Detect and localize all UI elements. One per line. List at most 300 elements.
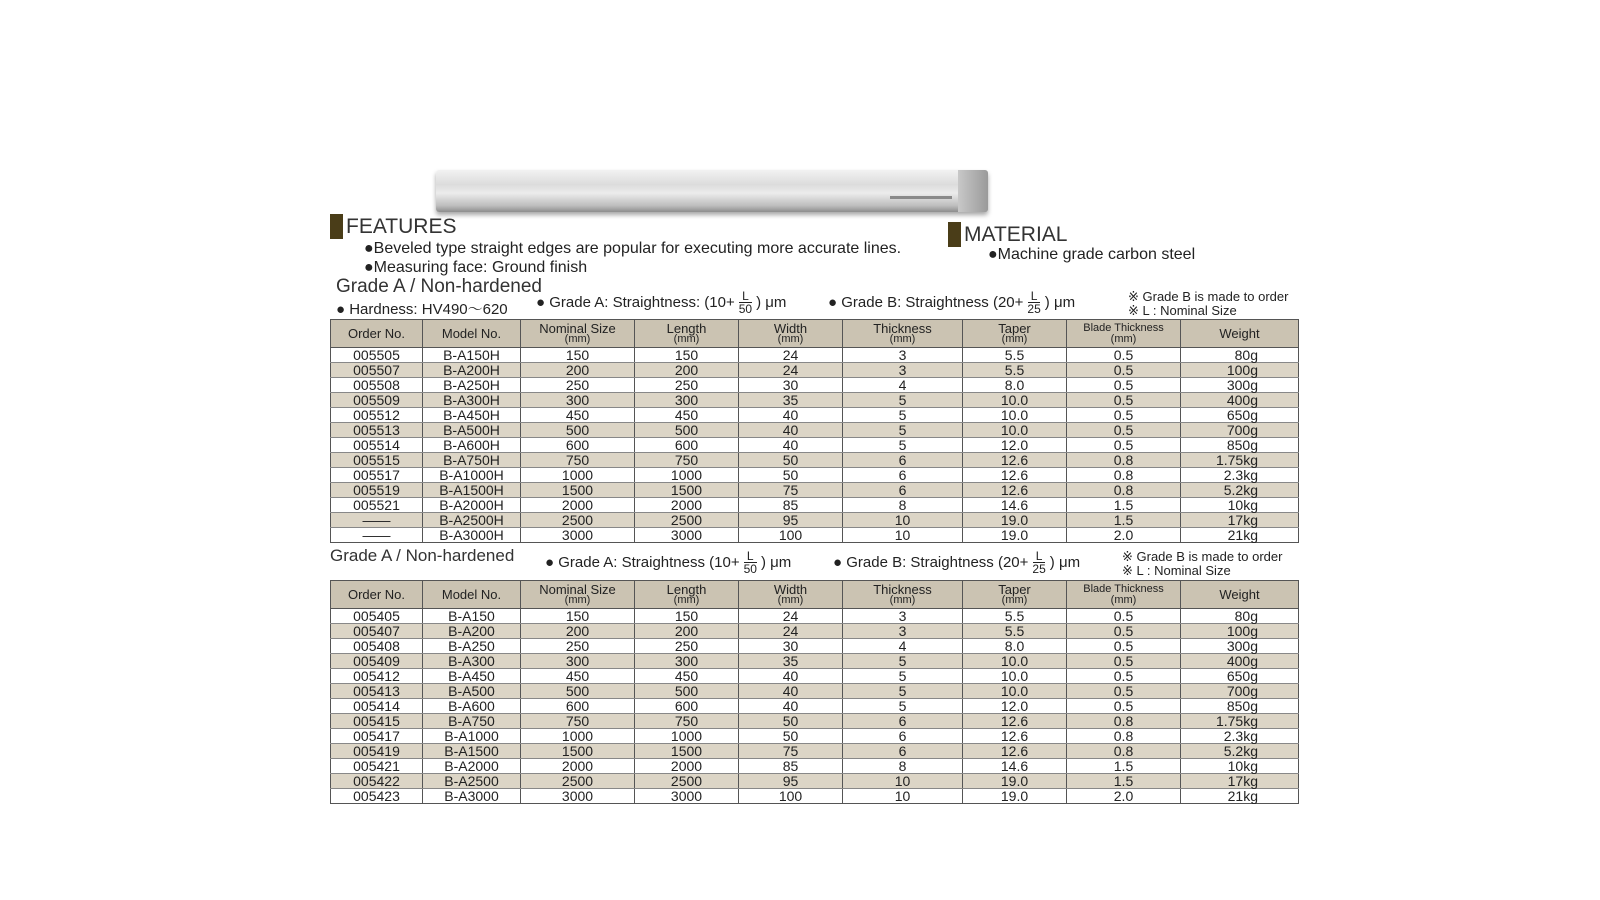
cell-width: 95 [739,513,843,528]
col-model-no: Model No. [423,581,521,609]
cell-model-no: B-A200H [423,363,521,378]
cell-taper: 19.0 [963,513,1067,528]
cell-order-no: 005409 [331,654,423,669]
cell-order-no: 005508 [331,378,423,393]
cell-taper: 12.0 [963,699,1067,714]
cell-model-no: B-A750 [423,714,521,729]
cell-model-no: B-A150H [423,348,521,363]
table-row [331,639,1299,654]
cell-length: 2000 [635,759,739,774]
engraved-mark [890,196,952,199]
cell-nominal-size: 750 [521,453,635,468]
cell-weight: 650g [1181,669,1299,684]
table-row [331,408,1299,423]
feature-item-beveled: ●Beveled type straight edges are popular for executing more accurate lines. [364,240,902,257]
col-length: Length (mm) [635,581,739,609]
cell-width: 35 [739,393,843,408]
cell-order-no: —— [331,528,423,543]
cell-length: 750 [635,714,739,729]
col-weight: Weight [1181,320,1299,348]
cell-model-no: B-A1000 [423,729,521,744]
table-header-row [331,581,1299,609]
cell-order-no: 005412 [331,669,423,684]
cell-model-no: B-A3000H [423,528,521,543]
cell-thickness: 6 [843,468,963,483]
cell-weight: 300g [1181,378,1299,393]
section2-grade-a-spec: ● Grade A: Straightness (10+ $\frac{L}{50}$ ) μm [545,549,792,576]
table-row [331,423,1299,438]
cell-order-no: 005408 [331,639,423,654]
cell-blade-thickness: 0.5 [1067,624,1181,639]
features-heading [330,214,456,239]
section1-title: Grade A / Non-hardened [336,276,542,297]
cell-taper: 14.6 [963,498,1067,513]
cell-blade-thickness: 0.8 [1067,468,1181,483]
table-row [331,624,1299,639]
table-row [331,774,1299,789]
table-row [331,759,1299,774]
cell-model-no: B-A2500H [423,513,521,528]
cell-weight: 5.2kg [1181,483,1299,498]
section2-title: Grade A / Non-hardened [330,546,515,565]
table-row [331,789,1299,804]
col-blade-thickness: Blade Thickness (mm) [1067,320,1181,348]
cell-taper: 14.6 [963,759,1067,774]
cell-weight: 10kg [1181,759,1299,774]
cell-width: 40 [739,669,843,684]
cell-blade-thickness: 0.5 [1067,639,1181,654]
cell-order-no: 005514 [331,438,423,453]
cell-taper: 12.6 [963,468,1067,483]
section1-grade-b-spec: ● Grade B: Straightness (20+ $\frac{L}{25}$ ) μm [828,289,1076,316]
table-row [331,468,1299,483]
cell-width: 50 [739,453,843,468]
cell-weight: 1.75kg [1181,714,1299,729]
cell-thickness: 4 [843,639,963,654]
cell-blade-thickness: 0.8 [1067,483,1181,498]
cell-taper: 8.0 [963,639,1067,654]
cell-taper: 12.6 [963,483,1067,498]
cell-length: 450 [635,408,739,423]
cell-order-no: 005419 [331,744,423,759]
cell-order-no: 005421 [331,759,423,774]
table-row [331,729,1299,744]
cell-order-no: 005507 [331,363,423,378]
table-row [331,654,1299,669]
cell-nominal-size: 3000 [521,528,635,543]
cell-blade-thickness: 1.5 [1067,513,1181,528]
cell-blade-thickness: 0.5 [1067,609,1181,624]
cell-blade-thickness: 0.5 [1067,408,1181,423]
cell-nominal-size: 150 [521,609,635,624]
material-heading [948,222,1067,247]
cell-width: 85 [739,759,843,774]
fraction: $\frac{L}{50}$ [743,549,757,576]
cell-taper: 10.0 [963,669,1067,684]
cell-thickness: 5 [843,684,963,699]
bevel-edge [958,170,988,212]
cell-blade-thickness: 0.5 [1067,654,1181,669]
cell-order-no: 005414 [331,699,423,714]
cell-model-no: B-A450H [423,408,521,423]
cell-nominal-size: 150 [521,348,635,363]
cell-blade-thickness: 2.0 [1067,528,1181,543]
table-row [331,684,1299,699]
cell-width: 100 [739,789,843,804]
cell-order-no: 005517 [331,468,423,483]
table-header-row [331,320,1299,348]
cell-width: 40 [739,408,843,423]
cell-model-no: B-A1500H [423,483,521,498]
cell-nominal-size: 600 [521,699,635,714]
col-model-no: Model No. [423,320,521,348]
table-row [331,483,1299,498]
col-weight: Weight [1181,581,1299,609]
cell-nominal-size: 1500 [521,483,635,498]
cell-nominal-size: 200 [521,624,635,639]
cell-blade-thickness: 1.5 [1067,498,1181,513]
table-row [331,513,1299,528]
cell-order-no: 005505 [331,348,423,363]
cell-width: 24 [739,348,843,363]
table-row [331,528,1299,543]
cell-length: 1500 [635,744,739,759]
cell-length: 600 [635,438,739,453]
cell-blade-thickness: 0.5 [1067,699,1181,714]
material-item: ●Machine grade carbon steel [988,246,1196,263]
fraction: $\frac{L}{50}$ [738,289,753,316]
cell-weight: 80g [1181,609,1299,624]
cell-weight: 300g [1181,639,1299,654]
cell-weight: 100g [1181,624,1299,639]
cell-taper: 8.0 [963,378,1067,393]
cell-width: 75 [739,483,843,498]
cell-width: 75 [739,744,843,759]
cell-blade-thickness: 0.5 [1067,684,1181,699]
col-thickness: Thickness (mm) [843,320,963,348]
cell-length: 2500 [635,513,739,528]
cell-blade-thickness: 0.5 [1067,363,1181,378]
col-order-no: Order No. [331,581,423,609]
cell-width: 24 [739,609,843,624]
cell-blade-thickness: 0.5 [1067,378,1181,393]
cell-length: 250 [635,639,739,654]
table-row [331,669,1299,684]
section2-note-grade-b: ※ Grade B is made to order [1122,549,1283,564]
feature-item-finish: ●Measuring face: Ground finish [364,259,588,276]
cell-nominal-size: 750 [521,714,635,729]
cell-model-no: B-A750H [423,453,521,468]
material-heading-text: MATERIAL [964,222,1068,246]
cell-taper: 10.0 [963,393,1067,408]
section2-grade-b-spec: ● Grade B: Straightness (20+ $\frac{L}{25}$ ) μm [833,549,1081,576]
cell-nominal-size: 2000 [521,759,635,774]
cell-weight: 17kg [1181,513,1299,528]
col-nominal-size: Nominal Size (mm) [521,581,635,609]
heading-marker-icon [330,214,343,239]
cell-length: 600 [635,699,739,714]
cell-width: 50 [739,729,843,744]
cell-model-no: B-A150 [423,609,521,624]
cell-thickness: 3 [843,624,963,639]
cell-taper: 19.0 [963,774,1067,789]
cell-width: 85 [739,498,843,513]
cell-taper: 5.5 [963,609,1067,624]
cell-taper: 12.6 [963,453,1067,468]
cell-weight: 21kg [1181,789,1299,804]
table-row [331,714,1299,729]
cell-thickness: 5 [843,423,963,438]
cell-length: 2000 [635,498,739,513]
cell-length: 250 [635,378,739,393]
cell-blade-thickness: 0.5 [1067,423,1181,438]
cell-nominal-size: 1000 [521,729,635,744]
cell-taper: 12.6 [963,729,1067,744]
cell-order-no: 005422 [331,774,423,789]
cell-nominal-size: 2500 [521,774,635,789]
cell-model-no: B-A600H [423,438,521,453]
cell-nominal-size: 250 [521,378,635,393]
table-row [331,744,1299,759]
fraction: $\frac{L}{25}$ [1027,289,1041,316]
cell-thickness: 3 [843,363,963,378]
cell-model-no: B-A600 [423,699,521,714]
cell-thickness: 5 [843,438,963,453]
cell-model-no: B-A300 [423,654,521,669]
col-length: Length (mm) [635,320,739,348]
section2-note-l: ※ L : Nominal Size [1122,563,1231,578]
cell-model-no: B-A250 [423,639,521,654]
cell-nominal-size: 2500 [521,513,635,528]
col-taper: Taper (mm) [963,581,1067,609]
cell-weight: 400g [1181,654,1299,669]
cell-model-no: B-A500 [423,684,521,699]
col-thickness: Thickness (mm) [843,581,963,609]
cell-length: 200 [635,363,739,378]
cell-taper: 5.5 [963,363,1067,378]
cell-blade-thickness: 0.8 [1067,729,1181,744]
cell-weight: 700g [1181,684,1299,699]
cell-weight: 2.3kg [1181,468,1299,483]
cell-nominal-size: 300 [521,393,635,408]
cell-width: 40 [739,423,843,438]
cell-order-no: 005423 [331,789,423,804]
cell-length: 3000 [635,528,739,543]
cell-weight: 850g [1181,699,1299,714]
cell-width: 40 [739,438,843,453]
cell-taper: 10.0 [963,654,1067,669]
cell-order-no: 005519 [331,483,423,498]
cell-blade-thickness: 2.0 [1067,789,1181,804]
cell-blade-thickness: 0.5 [1067,669,1181,684]
cell-taper: 19.0 [963,528,1067,543]
col-nominal-size: Nominal Size (mm) [521,320,635,348]
cell-width: 40 [739,684,843,699]
cell-length: 300 [635,393,739,408]
table-row [331,393,1299,408]
cell-thickness: 10 [843,528,963,543]
cell-nominal-size: 500 [521,684,635,699]
cell-nominal-size: 450 [521,408,635,423]
cell-blade-thickness: 0.5 [1067,393,1181,408]
table-row [331,378,1299,393]
cell-taper: 10.0 [963,423,1067,438]
cell-order-no: 005509 [331,393,423,408]
cell-nominal-size: 2000 [521,498,635,513]
cell-weight: 5.2kg [1181,744,1299,759]
cell-width: 24 [739,624,843,639]
cell-thickness: 5 [843,393,963,408]
cell-taper: 12.0 [963,438,1067,453]
spec-table-non-hardened [330,580,1299,804]
cell-nominal-size: 1000 [521,468,635,483]
cell-model-no: B-A3000 [423,789,521,804]
cell-nominal-size: 450 [521,669,635,684]
cell-thickness: 6 [843,453,963,468]
cell-order-no: 005521 [331,498,423,513]
cell-taper: 12.6 [963,714,1067,729]
cell-weight: 10kg [1181,498,1299,513]
cell-thickness: 5 [843,699,963,714]
cell-width: 30 [739,639,843,654]
spec-table-hardened [330,319,1299,543]
cell-thickness: 10 [843,789,963,804]
table-body [331,348,1299,543]
heading-marker-icon [948,222,961,247]
cell-width: 95 [739,774,843,789]
cell-length: 150 [635,348,739,363]
cell-order-no: 005413 [331,684,423,699]
section1-note-grade-b: ※ Grade B is made to order [1128,289,1289,304]
cell-order-no: 005513 [331,423,423,438]
table-row [331,453,1299,468]
cell-length: 3000 [635,789,739,804]
cell-thickness: 6 [843,729,963,744]
cell-weight: 21kg [1181,528,1299,543]
cell-thickness: 4 [843,378,963,393]
cell-thickness: 10 [843,774,963,789]
cell-blade-thickness: 1.5 [1067,774,1181,789]
cell-nominal-size: 500 [521,423,635,438]
cell-length: 450 [635,669,739,684]
fraction: $\frac{L}{25}$ [1032,549,1046,576]
cell-nominal-size: 200 [521,363,635,378]
cell-taper: 10.0 [963,684,1067,699]
cell-length: 500 [635,684,739,699]
cell-blade-thickness: 1.5 [1067,759,1181,774]
cell-thickness: 3 [843,348,963,363]
cell-model-no: B-A250H [423,378,521,393]
table-row [331,699,1299,714]
cell-thickness: 6 [843,483,963,498]
cell-width: 30 [739,378,843,393]
cell-weight: 17kg [1181,774,1299,789]
cell-thickness: 10 [843,513,963,528]
cell-length: 1000 [635,729,739,744]
cell-thickness: 8 [843,759,963,774]
col-taper: Taper (mm) [963,320,1067,348]
cell-thickness: 5 [843,408,963,423]
cell-taper: 19.0 [963,789,1067,804]
cell-model-no: B-A450 [423,669,521,684]
cell-model-no: B-A2000H [423,498,521,513]
cell-length: 2500 [635,774,739,789]
cell-length: 1500 [635,483,739,498]
cell-model-no: B-A1000H [423,468,521,483]
cell-nominal-size: 600 [521,438,635,453]
col-width: Width (mm) [739,581,843,609]
cell-order-no: —— [331,513,423,528]
cell-blade-thickness: 0.5 [1067,438,1181,453]
cell-weight: 650g [1181,408,1299,423]
col-width: Width (mm) [739,320,843,348]
cell-width: 50 [739,714,843,729]
table-row [331,348,1299,363]
cell-width: 100 [739,528,843,543]
cell-model-no: B-A300H [423,393,521,408]
col-blade-thickness: Blade Thickness (mm) [1067,581,1181,609]
col-order-no: Order No. [331,320,423,348]
cell-taper: 10.0 [963,408,1067,423]
cell-taper: 5.5 [963,348,1067,363]
cell-order-no: 005405 [331,609,423,624]
cell-thickness: 5 [843,654,963,669]
cell-width: 35 [739,654,843,669]
cell-model-no: B-A200 [423,624,521,639]
cell-width: 50 [739,468,843,483]
cell-model-no: B-A1500 [423,744,521,759]
cell-nominal-size: 1500 [521,744,635,759]
table-body [331,609,1299,804]
cell-order-no: 005512 [331,408,423,423]
cell-weight: 1.75kg [1181,453,1299,468]
cell-blade-thickness: 0.8 [1067,744,1181,759]
cell-thickness: 6 [843,744,963,759]
section1-note-l: ※ L : Nominal Size [1128,303,1237,318]
cell-length: 300 [635,654,739,669]
cell-taper: 12.6 [963,744,1067,759]
cell-order-no: 005417 [331,729,423,744]
table-row [331,498,1299,513]
table-row [331,363,1299,378]
table-row [331,438,1299,453]
cell-length: 200 [635,624,739,639]
cell-weight: 700g [1181,423,1299,438]
cell-weight: 80g [1181,348,1299,363]
cell-thickness: 6 [843,714,963,729]
cell-width: 40 [739,699,843,714]
cell-order-no: 005407 [331,624,423,639]
cell-model-no: B-A500H [423,423,521,438]
cell-weight: 2.3kg [1181,729,1299,744]
cell-length: 500 [635,423,739,438]
cell-nominal-size: 300 [521,654,635,669]
cell-length: 1000 [635,468,739,483]
cell-thickness: 8 [843,498,963,513]
cell-blade-thickness: 0.5 [1067,348,1181,363]
cell-blade-thickness: 0.8 [1067,714,1181,729]
section1-grade-a-spec: ● Grade A: Straightness: (10+ $\frac{L}{50}$ ) μm [536,289,787,316]
cell-thickness: 5 [843,669,963,684]
cell-blade-thickness: 0.8 [1067,453,1181,468]
table-row [331,609,1299,624]
cell-nominal-size: 250 [521,639,635,654]
cell-order-no: 005415 [331,714,423,729]
cell-model-no: B-A2000 [423,759,521,774]
cell-length: 150 [635,609,739,624]
cell-order-no: 005515 [331,453,423,468]
cell-weight: 850g [1181,438,1299,453]
